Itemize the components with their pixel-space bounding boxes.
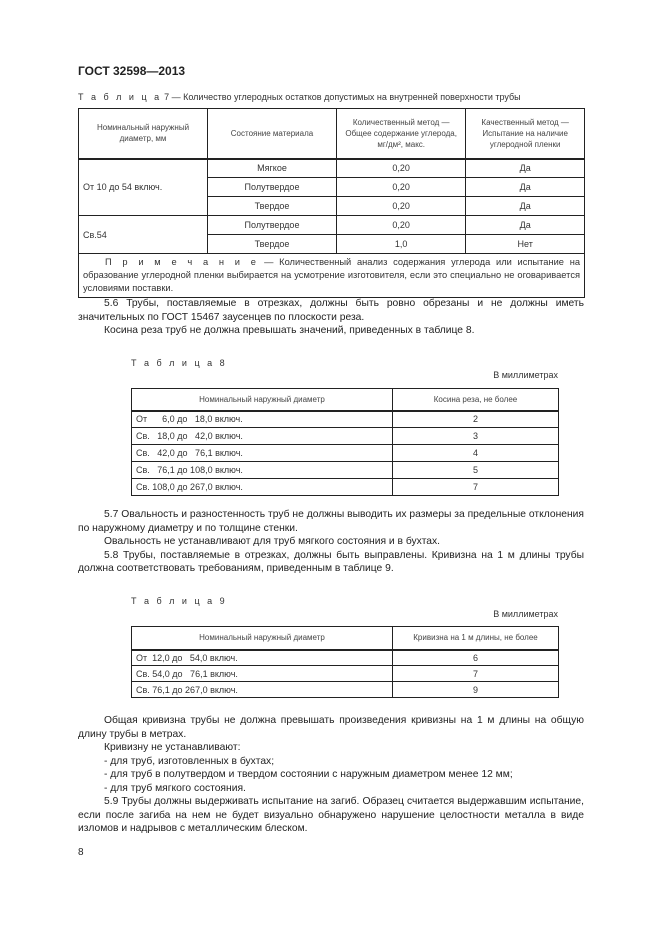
diameter-cell: От 12,0 до 54,0 включ.: [132, 650, 393, 666]
paragraph: 5.9 Трубы должны выдерживать испытание на загиб. Образец считается выдержавшим испытание, если после загиба на нем не будет визуально обнаружено нарушение целостности металла в виде изломов и надрывов с металлическим блеском.: [78, 796, 584, 834]
diameter-cell: От 6,0 до 18,0 включ.: [132, 411, 393, 428]
paragraph: 5.8 Трубы, поставляемые в отрезках, должны быть выправлены. Кривизна на 1 м длины трубы должна соответствовать требованиям, приведенным в таблице 9.: [78, 549, 584, 574]
t7-diameter: От 10 до 54 включ.: [79, 159, 208, 216]
t9-header-value: Кривизна на 1 м длины, не более: [393, 627, 559, 650]
paragraph-end: [78, 714, 584, 836]
value-cell: 6: [393, 650, 559, 666]
t7-header-qual: Качественный метод — Испытание на наличие углеродной пленки: [466, 109, 585, 159]
t7-cell: 0,20: [337, 159, 466, 178]
paragraph-5-7-5-8: [78, 508, 584, 576]
t7-header-quant: Количественный метод — Общее содержание углерода, мг/дм², макс.: [337, 109, 466, 159]
table8-caption: Т а б л и ц а 8: [131, 358, 228, 368]
table-9: [131, 626, 559, 698]
table-7: [78, 108, 585, 298]
table-row: [132, 479, 559, 496]
value-cell: 4: [393, 445, 559, 462]
t8-header-value: Косина реза, не более: [393, 389, 559, 411]
t7-cell: Да: [466, 197, 585, 216]
diameter-cell: Св. 42,0 до 76,1 включ.: [132, 445, 393, 462]
paragraph: Общая кривизна трубы не должна превышать произведения кривизны на 1 м длины на общую длину трубы в метрах.: [78, 715, 584, 740]
table-8: [131, 388, 559, 496]
table8-units: В миллиметрах: [493, 370, 558, 380]
value-cell: 7: [393, 666, 559, 682]
table-row: [132, 682, 559, 698]
diameter-cell: Св. 76,1 до 108,0 включ.: [132, 462, 393, 479]
t7-cell: 0,20: [337, 216, 466, 235]
table-row: [132, 411, 559, 428]
table9-caption: Т а б л и ц а 9: [131, 596, 228, 606]
paragraph: 5.6 Трубы, поставляемые в отрезках, должны быть ровно обрезаны и не должны иметь значительных по ГОСТ 15467 заусенцев по плоскости реза.: [78, 298, 584, 323]
value-cell: 5: [393, 462, 559, 479]
t7-note-label: П р и м е ч а н и е: [105, 257, 259, 267]
t7-cell: Полутвердое: [208, 216, 337, 235]
value-cell: 2: [393, 411, 559, 428]
table7-caption: [78, 92, 521, 102]
t7-cell: Твердое: [208, 197, 337, 216]
diameter-cell: Св. 18,0 до 42,0 включ.: [132, 428, 393, 445]
table-row: [132, 445, 559, 462]
table-row: [79, 216, 585, 235]
list-item: - для труб мягкого состояния.: [104, 782, 246, 794]
paragraph: Кривизну не устанавливают:: [104, 742, 241, 753]
table-row: [132, 666, 559, 682]
t7-cell: Да: [466, 178, 585, 197]
table9-units: В миллиметрах: [493, 609, 558, 619]
table-row: [132, 462, 559, 479]
value-cell: 7: [393, 479, 559, 496]
table-row: [79, 159, 585, 178]
t7-cell: 0,20: [337, 178, 466, 197]
t7-header-state: Состояние материала: [208, 109, 337, 159]
t7-cell: 0,20: [337, 197, 466, 216]
t7-note: [79, 254, 585, 298]
t7-cell: Полутвердое: [208, 178, 337, 197]
table-note-row: [79, 254, 585, 298]
list-item: - для труб, изготовленных в бухтах;: [104, 755, 275, 767]
t7-diameter: Св.54: [79, 216, 208, 254]
t8-header-diameter: Номинальный наружный диаметр: [132, 389, 393, 411]
t7-cell: Да: [466, 216, 585, 235]
t7-header-diameter: Номинальный наружный диаметр, мм: [79, 109, 208, 159]
diameter-cell: Св. 76,1 до 267,0 включ.: [132, 682, 393, 698]
paragraph: 5.7 Овальность и разностенность труб не должны выводить их размеры за предельные отклонения по наружному диаметру и по толщине стенки.: [78, 509, 584, 534]
document-header: ГОСТ 32598—2013: [78, 64, 186, 78]
t7-cell: Мягкое: [208, 159, 337, 178]
t7-cell: Нет: [466, 235, 585, 254]
t7-note-text: — Количественный анализ содержания углерода или испытание на образование углеродной пленки выбирается на усмотрение изготовителя, если это специально не оговаривается условиями поставки.: [83, 257, 580, 293]
diameter-cell: Св. 108,0 до 267,0 включ.: [132, 479, 393, 496]
diameter-cell: Св. 54,0 до 76,1 включ.: [132, 666, 393, 682]
table-row: [132, 428, 559, 445]
paragraph: Овальность не устанавливают для труб мягкого состояния и в бухтах.: [104, 536, 441, 547]
t7-cell: Твердое: [208, 235, 337, 254]
table7-caption-label: Т а б л и ц а: [78, 92, 162, 102]
value-cell: 9: [393, 682, 559, 698]
t9-header-diameter: Номинальный наружный диаметр: [132, 627, 393, 650]
value-cell: 3: [393, 428, 559, 445]
paragraph-5-6: [78, 297, 584, 338]
table7-caption-text: 7 — Количество углеродных остатков допустимых на внутренней поверхности трубы: [164, 92, 521, 102]
page-number: 8: [78, 847, 84, 858]
paragraph: Косина реза труб не должна превышать значений, приведенных в таблице 8.: [104, 325, 475, 336]
t7-cell: Да: [466, 159, 585, 178]
list-item: - для труб в полутвердом и твердом состоянии с наружным диаметром менее 12 мм;: [104, 769, 513, 780]
table-row: [132, 650, 559, 666]
t7-cell: 1,0: [337, 235, 466, 254]
